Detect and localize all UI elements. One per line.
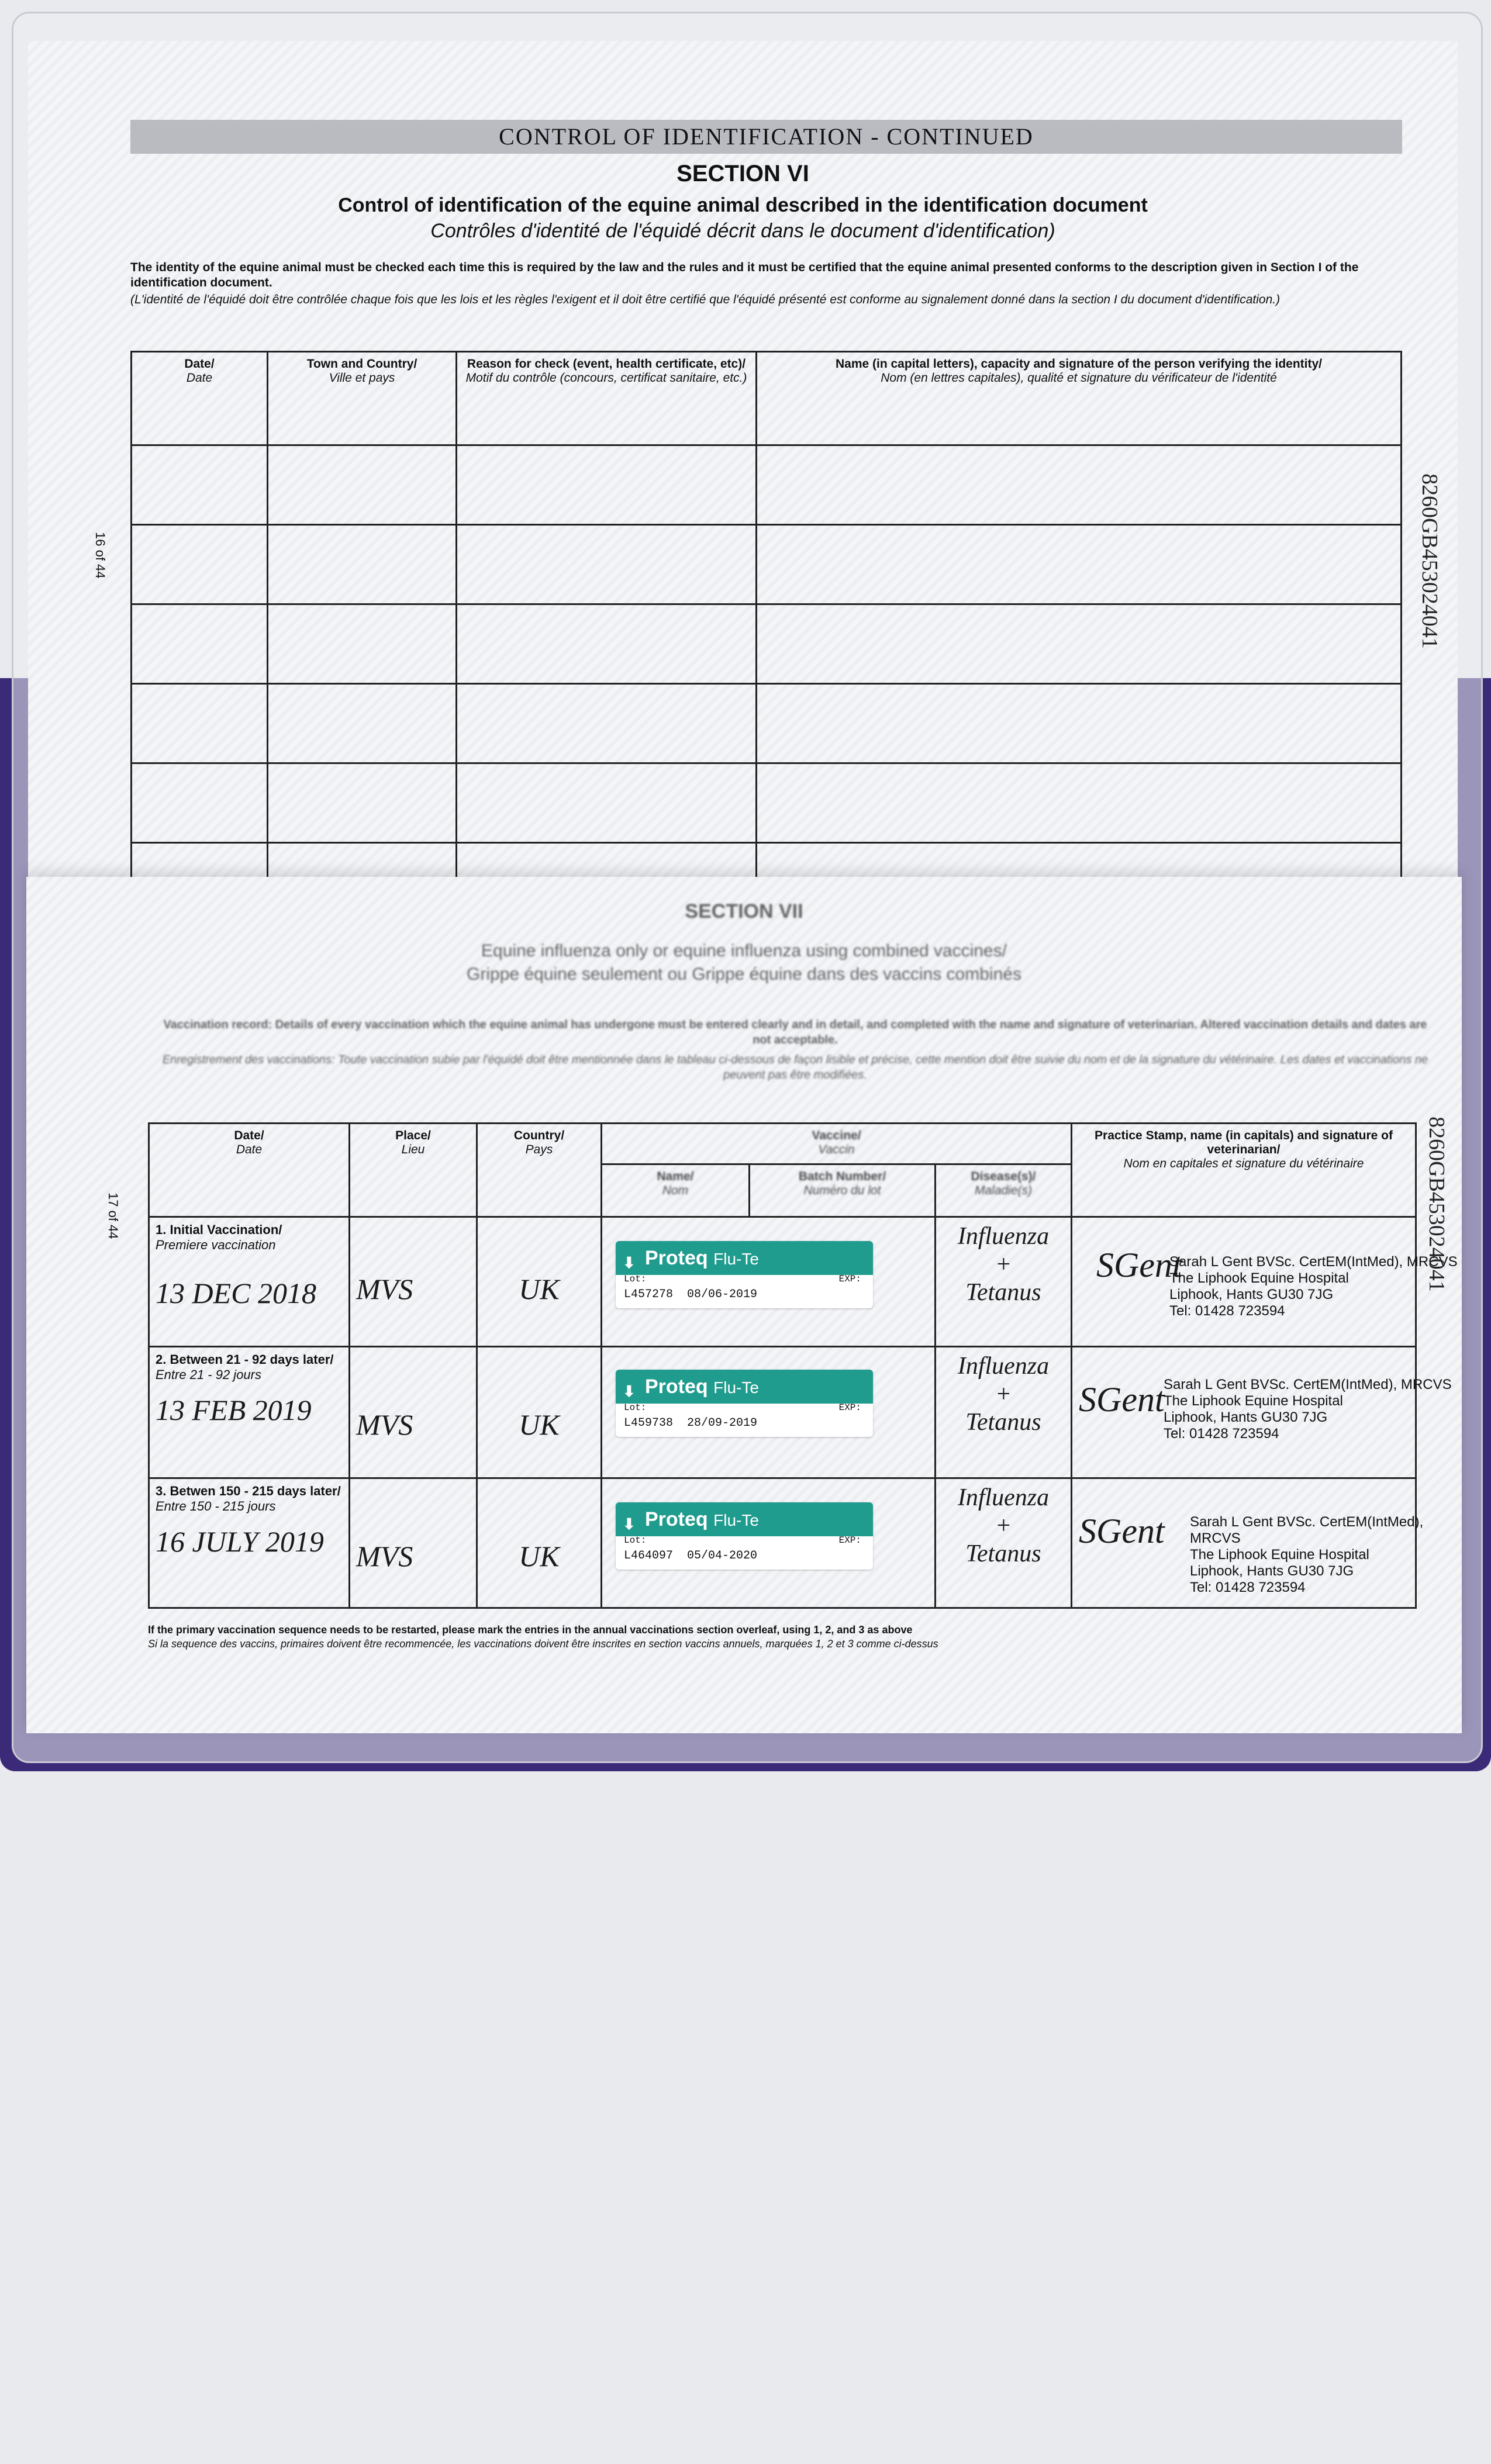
vaccine-sticker: ⬇ Proteq Flu-Te Lot: EXP: L459738 28/09-2019 [616, 1370, 873, 1437]
arrow-down-icon: ⬇ [623, 1515, 636, 1533]
section-heading-en: Equine influenza only or equine influenza using combined vaccines/ [481, 941, 1007, 960]
section-heading-en: Control of identification of the equine animal described in the identification document [338, 194, 1148, 216]
country-handwritten: UK [519, 1540, 560, 1573]
table-row [132, 604, 1402, 684]
header-town-country: Town and Country/ Ville et pays [268, 352, 457, 445]
header-batch: Batch Number/ Numéro du lot [750, 1164, 936, 1217]
vet-signature: SGent [1096, 1246, 1182, 1284]
place-handwritten: MVS [356, 1540, 413, 1573]
page-section-vi [28, 41, 1458, 918]
country-handwritten: UK [519, 1408, 560, 1441]
header-country: Country/ Pays [477, 1124, 602, 1217]
place-handwritten: MVS [356, 1408, 413, 1441]
header-reason: Reason for check (event, health certificate, etc)/ Motif du contrôle (concours, certificat sanitaire, etc.) [457, 352, 757, 445]
table-row [132, 445, 1402, 525]
intro-text-fr: (L'identité de l'équidé doit être contrôlée chaque fois que les lois et les règles l'exigent et il doit être certifié que l'équidé présenté est conforme au signalement donné dans la section I du document d'identification.) [130, 293, 1281, 306]
page-number: 17 of 44 [106, 1193, 120, 1239]
date-cell: 2. Between 21 - 92 days later/ Entre 21 - 92 jours 13 FEB 2019 [149, 1347, 350, 1478]
disease-handwritten: Influenza + Tetanus [957, 1223, 1050, 1306]
place-handwritten: MVS [356, 1273, 413, 1305]
section-title: SECTION VII [685, 900, 803, 922]
vet-signature: SGent [1079, 1512, 1165, 1550]
header-vaccine: Vaccine/ Vaccin [602, 1124, 1072, 1164]
passport-number: 8260GB453024041 [1424, 1117, 1449, 1292]
identity-check-table [130, 351, 1402, 918]
header-vaccine-name: Name/ Nom [602, 1164, 750, 1217]
header-verifier: Name (in capital letters), capacity and signature of the person verifying the identity/ Nom (en lettres capitales), qualité et signature du vérificateur de l'identité [757, 352, 1402, 445]
section-header-bar: CONTROL OF IDENTIFICATION - CONTINUED [130, 120, 1402, 154]
date-cell: 1. Initial Vaccination/ Premiere vaccination 13 DEC 2018 [149, 1217, 350, 1347]
header-place: Place/ Lieu [350, 1124, 477, 1217]
country-handwritten: UK [519, 1273, 560, 1305]
footer-note-en: If the primary vaccination sequence needs to be restarted, please mark the entries in the annual vaccinations section overleaf, using 1, 2, and 3 as above [148, 1624, 913, 1636]
practice-stamp: Sarah L Gent BVSc. CertEM(IntMed), MRCVS The Liphook Equine Hospital Liphook, Hants GU30 7JG Tel: 01428 723594 [1190, 1514, 1424, 1595]
expiry-date: 28/09-2019 [687, 1416, 758, 1430]
header-date: Date/ Date [149, 1124, 350, 1217]
section-heading-fr: Contrôles d'identité de l'équidé décrit dans le document d'identification) [430, 220, 1055, 242]
date-handwritten: 13 DEC 2018 [156, 1277, 316, 1309]
disease-handwritten: Influenza + Tetanus [957, 1353, 1050, 1436]
lot-number: L457278 [624, 1288, 674, 1301]
header-date: Date/ Date [132, 352, 268, 445]
header-practice: Practice Stamp, name (in capitals) and signature of veterinarian/ Nom en capitales et signature du vétérinaire [1072, 1124, 1416, 1217]
vaccine-sticker: ⬇ Proteq Flu-Te Lot: EXP: L457278 08/06-2019 [616, 1241, 873, 1308]
arrow-down-icon: ⬇ [623, 1383, 636, 1400]
footer-note-fr: Si la sequence des vaccins, primaires doivent être recommencée, les vaccinations doivent être inscrites en section vaccins annuels, marquées 1, 2 et 3 comme ci-dessus [148, 1638, 938, 1650]
expiry-date: 08/06-2019 [687, 1288, 758, 1301]
page-number: 16 of 44 [93, 532, 108, 579]
record-text-en: Vaccination record: Details of every vaccination which the equine animal has undergone must be entered clearly and in detail, and completed with the name and signature of veterinarian. Altered vaccination details and dates are not acceptable. [163, 1018, 1427, 1046]
arrow-down-icon: ⬇ [623, 1254, 636, 1271]
table-row [132, 684, 1402, 763]
date-handwritten: 16 JULY 2019 [156, 1525, 324, 1558]
passport-number: 8260GB453024041 [1417, 474, 1442, 649]
practice-stamp: Sarah L Gent BVSc. CertEM(IntMed), MRCVS The Liphook Equine Hospital Liphook, Hants GU30 7JG Tel: 01428 723594 [1164, 1377, 1452, 1442]
table-row [132, 525, 1402, 604]
lot-number: L459738 [624, 1416, 674, 1430]
vet-signature: SGent [1079, 1380, 1165, 1419]
date-handwritten: 13 FEB 2019 [156, 1394, 312, 1426]
table-row [132, 763, 1402, 843]
vaccine-sticker: ⬇ Proteq Flu-Te Lot: EXP: L464097 05/04-2020 [616, 1502, 873, 1570]
lot-number: L464097 [624, 1549, 674, 1563]
date-cell: 3. Betwen 150 - 215 days later/ Entre 150 - 215 jours 16 JULY 2019 [149, 1478, 350, 1608]
intro-text-en: The identity of the equine animal must be checked each time this is required by the law and the rules and it must be certified that the equine animal presented conforms to the description given in Section I of the identification document. [130, 261, 1359, 289]
section-heading-fr: Grippe équine seulement ou Grippe équine dans des vaccins combinés [467, 965, 1021, 984]
record-text-fr: Enregistrement des vaccinations: Toute vaccination subie par l'équidé doit être mentionnée dans le tableau ci-dessous de façon lisible et précise, cette mention doit être suivie du nom et de la signature du vétérinaire. Les dates et vaccinations ne peuvent pas être modifiées. [162, 1053, 1428, 1081]
expiry-date: 05/04-2020 [687, 1549, 758, 1563]
disease-handwritten: Influenza + Tetanus [957, 1484, 1050, 1567]
header-disease: Disease(s)/ Maladie(s) [936, 1164, 1072, 1217]
section-title: SECTION VI [677, 161, 809, 186]
page-section-vii [26, 877, 1462, 1733]
practice-stamp: Sarah L Gent BVSc. CertEM(IntMed), MRCVS The Liphook Equine Hospital Liphook, Hants GU30 7JG Tel: 01428 723594 [1169, 1254, 1458, 1319]
